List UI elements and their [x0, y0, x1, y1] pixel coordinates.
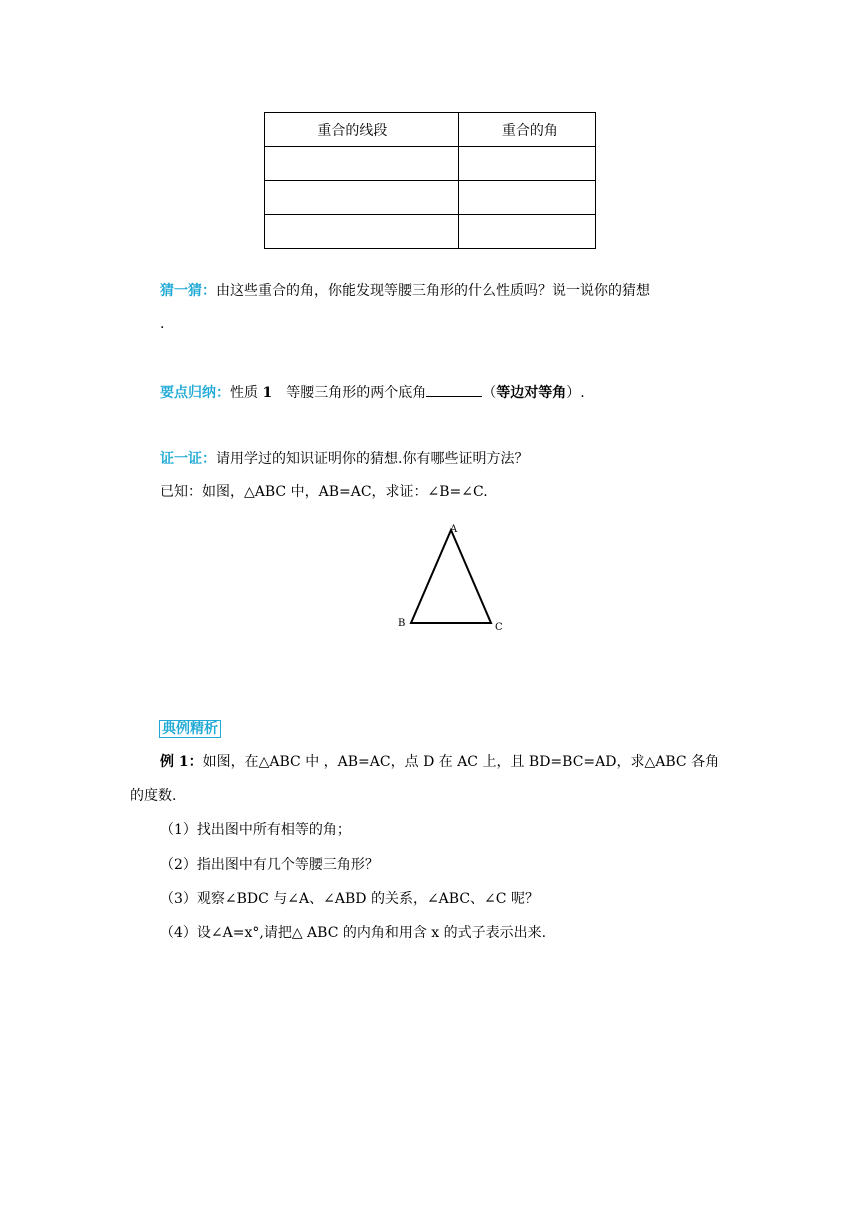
key-point-prefix: 性质 [230, 385, 263, 401]
key-point-bold: 等边对等角 [496, 385, 567, 401]
paren-close: ）. [566, 385, 585, 401]
property-number: 1 [262, 385, 273, 401]
example-step-1: （1）找出图中所有相等的角； [160, 822, 351, 838]
table-cell[interactable] [458, 147, 595, 181]
vertex-a-label: A [450, 524, 458, 535]
table-header-segments: 重合的线段 [265, 113, 459, 147]
example-step-4: （4）设∠A=x°,请把△ ABC 的内角和用含 x 的式子表示出来. [160, 925, 547, 941]
table-cell[interactable] [458, 215, 595, 249]
example-step-3: （3）观察∠BDC 与∠A、∠ABD 的关系，∠ABC、∠C 呢？ [160, 891, 539, 907]
section-title: 典例精析 [159, 720, 221, 738]
guess-continuation: . [160, 316, 165, 332]
example-line-1 [160, 752, 719, 772]
example-text: 如图，在△ABC 中 ，AB=AC，点 D 在 AC 上，且 BD=BC=AD，求△ABC 各角 [202, 754, 720, 770]
example-step-2: （2）指出图中有几个等腰三角形？ [160, 857, 379, 873]
fill-in-table [264, 112, 596, 249]
paren-open: （ [482, 385, 497, 401]
table-row [265, 181, 596, 215]
section-label [159, 718, 221, 739]
table-cell[interactable] [265, 215, 459, 249]
prove-label: 证一证： [160, 451, 216, 467]
example-line-2: 的度数. [130, 788, 177, 804]
answer-blank[interactable] [426, 382, 482, 397]
table-row [265, 215, 596, 249]
guess-paragraph [160, 281, 650, 301]
key-point-label: 要点归纳： [160, 385, 230, 401]
table-header-angles: 重合的角 [458, 113, 595, 147]
table-cell[interactable] [265, 147, 459, 181]
vertex-c-label: C [495, 622, 503, 633]
triangle-figure [390, 520, 520, 635]
example-colon: ： [188, 754, 203, 770]
vertex-b-label: B [398, 618, 406, 629]
key-point-text: 等腰三角形的两个底角 [272, 385, 427, 401]
given-paragraph: 已知：如图，△ABC 中，AB=AC，求证：∠B=∠C. [160, 484, 488, 500]
prove-paragraph [160, 449, 528, 469]
table-cell[interactable] [458, 181, 595, 215]
guess-label: 猜一猜： [160, 283, 216, 299]
key-point-paragraph [160, 382, 585, 403]
example-label: 例 1 [160, 754, 189, 770]
table-cell[interactable] [265, 181, 459, 215]
guess-text: 由这些重合的角，你能发现等腰三角形的什么性质吗？说一说你的猜想 [216, 283, 650, 299]
prove-text: 请用学过的知识证明你的猜想.你有哪些证明方法？ [216, 451, 529, 467]
table-row [265, 147, 596, 181]
triangle-abc [411, 530, 491, 623]
table-header-row [265, 113, 596, 147]
